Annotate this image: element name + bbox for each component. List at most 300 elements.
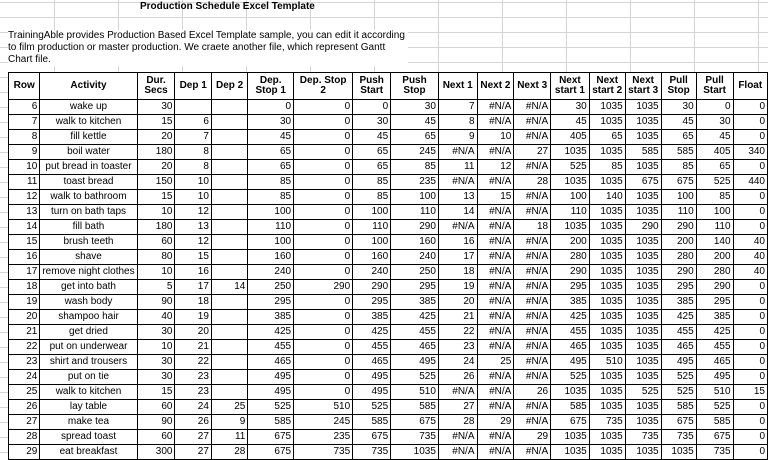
table-cell[interactable]: 280 bbox=[696, 265, 733, 280]
table-cell[interactable]: 1035 bbox=[589, 325, 625, 340]
table-cell[interactable]: 510 bbox=[696, 385, 733, 400]
table-cell[interactable]: 675 bbox=[625, 175, 661, 190]
table-cell[interactable]: 425 bbox=[391, 310, 439, 325]
table-cell[interactable]: #N/A bbox=[477, 340, 514, 355]
table-cell[interactable]: 30 bbox=[137, 355, 175, 370]
table-cell[interactable]: 465 bbox=[391, 340, 439, 355]
table-cell[interactable]: 1035 bbox=[551, 385, 590, 400]
table-cell[interactable]: 0 bbox=[733, 280, 767, 295]
table-cell[interactable]: 405 bbox=[551, 130, 590, 145]
table-cell[interactable]: 60 bbox=[137, 400, 175, 415]
table-cell[interactable]: 455 bbox=[696, 340, 733, 355]
table-cell[interactable]: 27 bbox=[9, 415, 40, 430]
table-cell[interactable]: 28 bbox=[514, 175, 551, 190]
table-cell[interactable]: #N/A bbox=[514, 355, 551, 370]
table-cell[interactable]: brush teeth bbox=[40, 235, 137, 250]
table-cell[interactable]: 585 bbox=[551, 400, 590, 415]
table-cell[interactable]: 510 bbox=[589, 355, 625, 370]
table-cell[interactable]: #N/A bbox=[477, 325, 514, 340]
table-cell[interactable]: 14 bbox=[438, 205, 477, 220]
table-cell[interactable]: #N/A bbox=[514, 115, 551, 130]
column-header[interactable]: Pull Stop bbox=[661, 73, 696, 100]
table-cell[interactable]: #N/A bbox=[514, 280, 551, 295]
table-cell[interactable] bbox=[211, 205, 247, 220]
table-cell[interactable]: 24 bbox=[438, 355, 477, 370]
table-cell[interactable]: 65 bbox=[696, 160, 733, 175]
table-cell[interactable]: 290 bbox=[625, 220, 661, 235]
table-cell[interactable]: 1035 bbox=[589, 205, 625, 220]
table-cell[interactable]: 17 bbox=[175, 280, 211, 295]
column-header[interactable]: Dep 1 bbox=[175, 73, 211, 100]
table-cell[interactable]: #N/A bbox=[477, 220, 514, 235]
table-cell[interactable]: 235 bbox=[391, 175, 439, 190]
table-cell[interactable]: 90 bbox=[137, 295, 175, 310]
table-cell[interactable]: 160 bbox=[391, 235, 439, 250]
table-cell[interactable]: 300 bbox=[137, 445, 175, 460]
table-cell[interactable]: 525 bbox=[248, 400, 294, 415]
table-cell[interactable]: #N/A bbox=[477, 445, 514, 460]
table-cell[interactable]: 1035 bbox=[589, 250, 625, 265]
table-cell[interactable]: 495 bbox=[391, 355, 439, 370]
table-cell[interactable]: 1035 bbox=[625, 310, 661, 325]
table-cell[interactable]: 245 bbox=[391, 145, 439, 160]
table-cell[interactable]: 29 bbox=[514, 430, 551, 445]
table-cell[interactable]: 25 bbox=[477, 355, 514, 370]
table-cell[interactable]: 28 bbox=[438, 415, 477, 430]
table-cell[interactable]: walk to kitchen bbox=[40, 385, 137, 400]
table-cell[interactable]: 29 bbox=[9, 445, 40, 460]
table-cell[interactable]: #N/A bbox=[477, 265, 514, 280]
table-cell[interactable]: 295 bbox=[391, 280, 439, 295]
table-cell[interactable]: #N/A bbox=[438, 385, 477, 400]
table-cell[interactable]: 0 bbox=[294, 190, 353, 205]
table-cell[interactable]: 110 bbox=[391, 205, 439, 220]
table-cell[interactable]: 525 bbox=[661, 370, 696, 385]
table-cell[interactable]: 200 bbox=[551, 235, 590, 250]
table-cell[interactable]: 1035 bbox=[625, 370, 661, 385]
table-cell[interactable] bbox=[211, 175, 247, 190]
table-cell[interactable]: 65 bbox=[248, 160, 294, 175]
table-cell[interactable]: 23 bbox=[175, 385, 211, 400]
table-cell[interactable]: 15 bbox=[137, 190, 175, 205]
table-cell[interactable]: 1035 bbox=[589, 265, 625, 280]
table-cell[interactable]: 20 bbox=[137, 130, 175, 145]
table-cell[interactable]: 735 bbox=[294, 445, 353, 460]
table-cell[interactable]: 675 bbox=[661, 175, 696, 190]
table-cell[interactable]: 0 bbox=[294, 160, 353, 175]
table-cell[interactable] bbox=[211, 340, 247, 355]
table-cell[interactable] bbox=[211, 145, 247, 160]
table-cell[interactable]: 290 bbox=[696, 280, 733, 295]
table-cell[interactable]: 180 bbox=[137, 145, 175, 160]
table-cell[interactable]: 100 bbox=[551, 190, 590, 205]
table-cell[interactable]: 1035 bbox=[589, 385, 625, 400]
table-cell[interactable]: 1035 bbox=[589, 400, 625, 415]
table-cell[interactable]: #N/A bbox=[438, 430, 477, 445]
table-cell[interactable]: 1035 bbox=[551, 220, 590, 235]
table-cell[interactable]: 295 bbox=[551, 280, 590, 295]
table-cell[interactable]: 20 bbox=[175, 325, 211, 340]
table-cell[interactable]: #N/A bbox=[514, 130, 551, 145]
table-cell[interactable]: 465 bbox=[248, 355, 294, 370]
table-cell[interactable]: 495 bbox=[248, 385, 294, 400]
table-cell[interactable]: 45 bbox=[661, 115, 696, 130]
table-cell[interactable]: 85 bbox=[589, 160, 625, 175]
table-cell[interactable]: 0 bbox=[294, 340, 353, 355]
table-cell[interactable]: 1035 bbox=[589, 220, 625, 235]
table-cell[interactable]: 12 bbox=[9, 190, 40, 205]
table-cell[interactable]: 735 bbox=[391, 430, 439, 445]
table-cell[interactable]: #N/A bbox=[514, 340, 551, 355]
table-cell[interactable]: 26 bbox=[438, 370, 477, 385]
table-cell[interactable]: 1035 bbox=[589, 115, 625, 130]
table-cell[interactable]: 10 bbox=[137, 340, 175, 355]
table-cell[interactable]: wash body bbox=[40, 295, 137, 310]
table-cell[interactable]: 385 bbox=[248, 310, 294, 325]
table-cell[interactable]: 280 bbox=[661, 250, 696, 265]
table-cell[interactable]: #N/A bbox=[514, 250, 551, 265]
table-cell[interactable]: 0 bbox=[733, 160, 767, 175]
table-cell[interactable]: 455 bbox=[353, 340, 391, 355]
table-cell[interactable]: 385 bbox=[696, 310, 733, 325]
table-cell[interactable]: 110 bbox=[353, 220, 391, 235]
table-cell[interactable]: #N/A bbox=[514, 100, 551, 115]
table-cell[interactable]: 140 bbox=[696, 235, 733, 250]
table-cell[interactable]: 200 bbox=[661, 235, 696, 250]
table-cell[interactable]: shirt and trousers bbox=[40, 355, 137, 370]
table-cell[interactable]: 1035 bbox=[625, 265, 661, 280]
table-cell[interactable]: 0 bbox=[696, 100, 733, 115]
table-cell[interactable]: 280 bbox=[551, 250, 590, 265]
table-cell[interactable]: #N/A bbox=[477, 385, 514, 400]
table-cell[interactable]: 1035 bbox=[589, 100, 625, 115]
table-cell[interactable]: 295 bbox=[696, 295, 733, 310]
table-cell[interactable] bbox=[211, 265, 247, 280]
table-cell[interactable]: #N/A bbox=[438, 175, 477, 190]
table-cell[interactable]: 0 bbox=[733, 295, 767, 310]
table-cell[interactable]: 295 bbox=[353, 295, 391, 310]
table-cell[interactable]: 1035 bbox=[625, 130, 661, 145]
table-cell[interactable]: toast bread bbox=[40, 175, 137, 190]
table-cell[interactable]: 525 bbox=[353, 400, 391, 415]
table-cell[interactable]: 385 bbox=[551, 295, 590, 310]
table-cell[interactable]: 1035 bbox=[589, 310, 625, 325]
table-cell[interactable]: 0 bbox=[733, 445, 767, 460]
table-cell[interactable]: #N/A bbox=[514, 205, 551, 220]
table-cell[interactable]: 16 bbox=[175, 265, 211, 280]
table-cell[interactable] bbox=[211, 130, 247, 145]
table-cell[interactable]: 40 bbox=[733, 250, 767, 265]
table-cell[interactable]: 0 bbox=[294, 145, 353, 160]
table-cell[interactable]: 11 bbox=[9, 175, 40, 190]
table-cell[interactable]: 525 bbox=[551, 160, 590, 175]
table-cell[interactable]: 1035 bbox=[625, 400, 661, 415]
table-cell[interactable]: 140 bbox=[589, 190, 625, 205]
table-cell[interactable]: #N/A bbox=[477, 280, 514, 295]
table-cell[interactable]: 23 bbox=[175, 370, 211, 385]
table-cell[interactable]: 14 bbox=[9, 220, 40, 235]
table-cell[interactable]: 22 bbox=[438, 325, 477, 340]
table-cell[interactable]: 19 bbox=[438, 280, 477, 295]
table-cell[interactable]: put on underwear bbox=[40, 340, 137, 355]
table-cell[interactable]: 735 bbox=[353, 445, 391, 460]
table-cell[interactable]: #N/A bbox=[514, 235, 551, 250]
table-cell[interactable] bbox=[211, 325, 247, 340]
table-cell[interactable]: 1035 bbox=[589, 295, 625, 310]
table-cell[interactable]: 525 bbox=[696, 400, 733, 415]
table-cell[interactable]: 385 bbox=[353, 310, 391, 325]
table-cell[interactable]: 585 bbox=[696, 415, 733, 430]
table-cell[interactable]: put on tie bbox=[40, 370, 137, 385]
table-cell[interactable]: 18 bbox=[9, 280, 40, 295]
table-cell[interactable]: 5 bbox=[137, 280, 175, 295]
table-cell[interactable]: 23 bbox=[438, 340, 477, 355]
table-cell[interactable]: 525 bbox=[625, 385, 661, 400]
table-cell[interactable]: 0 bbox=[294, 100, 353, 115]
table-cell[interactable]: 465 bbox=[353, 355, 391, 370]
table-cell[interactable]: 45 bbox=[248, 130, 294, 145]
table-cell[interactable]: 495 bbox=[551, 355, 590, 370]
table-cell[interactable]: 735 bbox=[625, 430, 661, 445]
table-cell[interactable]: 675 bbox=[696, 430, 733, 445]
table-cell[interactable]: #N/A bbox=[514, 160, 551, 175]
table-cell[interactable]: 65 bbox=[661, 130, 696, 145]
table-cell[interactable]: 24 bbox=[175, 400, 211, 415]
table-cell[interactable]: 18 bbox=[514, 220, 551, 235]
table-cell[interactable]: 30 bbox=[137, 325, 175, 340]
table-cell[interactable]: 17 bbox=[438, 250, 477, 265]
table-cell[interactable]: 425 bbox=[696, 325, 733, 340]
table-cell[interactable]: 1035 bbox=[625, 100, 661, 115]
table-cell[interactable]: 23 bbox=[9, 355, 40, 370]
table-cell[interactable]: get into bath bbox=[40, 280, 137, 295]
table-cell[interactable]: 8 bbox=[9, 130, 40, 145]
table-cell[interactable]: 25 bbox=[211, 400, 247, 415]
table-cell[interactable]: 1035 bbox=[625, 280, 661, 295]
table-cell[interactable]: #N/A bbox=[477, 175, 514, 190]
table-cell[interactable]: 240 bbox=[353, 265, 391, 280]
table-cell[interactable]: 495 bbox=[248, 370, 294, 385]
table-cell[interactable]: 100 bbox=[353, 235, 391, 250]
table-cell[interactable]: 20 bbox=[137, 160, 175, 175]
table-cell[interactable]: 1035 bbox=[625, 205, 661, 220]
table-cell[interactable]: #N/A bbox=[477, 430, 514, 445]
table-cell[interactable]: 1035 bbox=[625, 190, 661, 205]
table-cell[interactable]: #N/A bbox=[514, 265, 551, 280]
table-cell[interactable]: 45 bbox=[353, 130, 391, 145]
table-cell[interactable]: #N/A bbox=[477, 400, 514, 415]
table-cell[interactable]: 495 bbox=[696, 370, 733, 385]
table-cell[interactable]: 675 bbox=[248, 445, 294, 460]
table-cell[interactable]: lay table bbox=[40, 400, 137, 415]
table-cell[interactable]: 510 bbox=[391, 385, 439, 400]
table-cell[interactable]: 30 bbox=[661, 100, 696, 115]
table-cell[interactable]: #N/A bbox=[477, 145, 514, 160]
table-cell[interactable]: #N/A bbox=[438, 220, 477, 235]
table-cell[interactable]: 16 bbox=[438, 235, 477, 250]
table-cell[interactable]: 0 bbox=[294, 115, 353, 130]
table-cell[interactable]: #N/A bbox=[477, 115, 514, 130]
column-header[interactable]: Dur. Secs bbox=[137, 73, 175, 100]
table-cell[interactable]: 0 bbox=[294, 295, 353, 310]
table-cell[interactable]: 585 bbox=[625, 145, 661, 160]
table-cell[interactable] bbox=[211, 220, 247, 235]
table-cell[interactable]: 30 bbox=[137, 370, 175, 385]
table-cell[interactable]: 1035 bbox=[661, 445, 696, 460]
table-cell[interactable]: 235 bbox=[294, 430, 353, 445]
table-cell[interactable]: #N/A bbox=[477, 310, 514, 325]
table-cell[interactable]: 1035 bbox=[589, 430, 625, 445]
table-cell[interactable]: 30 bbox=[696, 115, 733, 130]
table-cell[interactable]: 0 bbox=[294, 250, 353, 265]
table-cell[interactable]: 0 bbox=[733, 190, 767, 205]
table-cell[interactable]: 28 bbox=[9, 430, 40, 445]
table-cell[interactable]: 45 bbox=[551, 115, 590, 130]
table-cell[interactable]: 0 bbox=[294, 325, 353, 340]
table-cell[interactable]: 735 bbox=[696, 445, 733, 460]
table-cell[interactable]: 15 bbox=[175, 250, 211, 265]
table-cell[interactable]: 425 bbox=[551, 310, 590, 325]
table-cell[interactable]: #N/A bbox=[514, 445, 551, 460]
table-cell[interactable]: 40 bbox=[733, 265, 767, 280]
table-cell[interactable]: 15 bbox=[733, 385, 767, 400]
table-cell[interactable] bbox=[211, 160, 247, 175]
table-cell[interactable]: 465 bbox=[551, 340, 590, 355]
table-cell[interactable]: 0 bbox=[294, 235, 353, 250]
table-cell[interactable]: 160 bbox=[248, 250, 294, 265]
table-cell[interactable]: boil water bbox=[40, 145, 137, 160]
table-cell[interactable]: 17 bbox=[9, 265, 40, 280]
column-header[interactable]: Row bbox=[9, 73, 40, 100]
table-cell[interactable]: 15 bbox=[9, 235, 40, 250]
table-cell[interactable]: 0 bbox=[294, 310, 353, 325]
table-cell[interactable]: 455 bbox=[248, 340, 294, 355]
table-cell[interactable]: 22 bbox=[9, 340, 40, 355]
table-cell[interactable]: 465 bbox=[661, 340, 696, 355]
table-cell[interactable]: shampoo hair bbox=[40, 310, 137, 325]
table-cell[interactable]: spread toast bbox=[40, 430, 137, 445]
table-cell[interactable]: #N/A bbox=[514, 295, 551, 310]
table-cell[interactable]: 340 bbox=[733, 145, 767, 160]
table-cell[interactable]: 425 bbox=[661, 310, 696, 325]
table-cell[interactable]: 100 bbox=[661, 190, 696, 205]
table-cell[interactable]: 385 bbox=[661, 295, 696, 310]
table-cell[interactable]: 1035 bbox=[589, 175, 625, 190]
table-cell[interactable] bbox=[211, 190, 247, 205]
table-cell[interactable]: 65 bbox=[353, 160, 391, 175]
table-cell[interactable]: 40 bbox=[137, 310, 175, 325]
table-cell[interactable]: 150 bbox=[137, 175, 175, 190]
table-cell[interactable]: 8 bbox=[175, 160, 211, 175]
table-cell[interactable]: 1035 bbox=[551, 175, 590, 190]
table-cell[interactable]: 385 bbox=[391, 295, 439, 310]
table-cell[interactable] bbox=[211, 310, 247, 325]
table-cell[interactable]: 1035 bbox=[625, 415, 661, 430]
table-cell[interactable]: 21 bbox=[438, 310, 477, 325]
table-cell[interactable]: 10 bbox=[137, 205, 175, 220]
table-cell[interactable]: 0 bbox=[733, 205, 767, 220]
table-cell[interactable]: 100 bbox=[248, 205, 294, 220]
table-cell[interactable]: 65 bbox=[248, 145, 294, 160]
table-cell[interactable]: 180 bbox=[137, 220, 175, 235]
table-cell[interactable]: 60 bbox=[137, 235, 175, 250]
table-cell[interactable]: 19 bbox=[9, 295, 40, 310]
table-cell[interactable]: 675 bbox=[391, 415, 439, 430]
table-cell[interactable]: 0 bbox=[294, 370, 353, 385]
table-cell[interactable]: 28 bbox=[211, 445, 247, 460]
table-cell[interactable]: 290 bbox=[551, 265, 590, 280]
table-cell[interactable]: 425 bbox=[248, 325, 294, 340]
table-cell[interactable]: 65 bbox=[589, 130, 625, 145]
table-cell[interactable]: 13 bbox=[9, 205, 40, 220]
table-cell[interactable]: 12 bbox=[477, 160, 514, 175]
table-cell[interactable]: 675 bbox=[353, 430, 391, 445]
table-cell[interactable]: 40 bbox=[733, 235, 767, 250]
table-cell[interactable]: 85 bbox=[248, 190, 294, 205]
table-cell[interactable]: 1035 bbox=[625, 340, 661, 355]
table-cell[interactable]: #N/A bbox=[514, 415, 551, 430]
table-cell[interactable]: walk to bathroom bbox=[40, 190, 137, 205]
table-cell[interactable]: 0 bbox=[294, 130, 353, 145]
table-cell[interactable]: 510 bbox=[294, 400, 353, 415]
table-cell[interactable]: 13 bbox=[175, 220, 211, 235]
table-cell[interactable]: 1035 bbox=[625, 250, 661, 265]
table-cell[interactable]: 735 bbox=[661, 430, 696, 445]
table-cell[interactable]: 25 bbox=[9, 385, 40, 400]
table-cell[interactable]: fill kettle bbox=[40, 130, 137, 145]
table-cell[interactable]: 30 bbox=[391, 100, 439, 115]
table-cell[interactable]: 10 bbox=[137, 265, 175, 280]
table-cell[interactable]: 65 bbox=[391, 130, 439, 145]
table-cell[interactable] bbox=[211, 355, 247, 370]
table-cell[interactable]: #N/A bbox=[477, 205, 514, 220]
table-cell[interactable]: 425 bbox=[353, 325, 391, 340]
table-cell[interactable]: 10 bbox=[175, 175, 211, 190]
table-cell[interactable]: 26 bbox=[175, 415, 211, 430]
table-cell[interactable]: 0 bbox=[733, 115, 767, 130]
table-cell[interactable]: 495 bbox=[353, 385, 391, 400]
table-cell[interactable]: 455 bbox=[391, 325, 439, 340]
table-cell[interactable]: put bread in toaster bbox=[40, 160, 137, 175]
table-cell[interactable]: #N/A bbox=[514, 370, 551, 385]
table-cell[interactable]: 30 bbox=[137, 100, 175, 115]
table-cell[interactable]: 110 bbox=[551, 205, 590, 220]
table-cell[interactable]: 80 bbox=[137, 250, 175, 265]
table-cell[interactable]: 1035 bbox=[625, 355, 661, 370]
table-cell[interactable]: 24 bbox=[9, 370, 40, 385]
table-cell[interactable]: 7 bbox=[438, 100, 477, 115]
table-cell[interactable]: 45 bbox=[391, 115, 439, 130]
table-cell[interactable]: 585 bbox=[353, 415, 391, 430]
column-header[interactable]: Next start 2 bbox=[589, 73, 625, 100]
table-cell[interactable]: 6 bbox=[9, 100, 40, 115]
table-cell[interactable]: 13 bbox=[438, 190, 477, 205]
table-cell[interactable]: 29 bbox=[477, 415, 514, 430]
table-cell[interactable]: 8 bbox=[175, 145, 211, 160]
table-cell[interactable]: 525 bbox=[661, 385, 696, 400]
table-cell[interactable]: 0 bbox=[733, 130, 767, 145]
table-cell[interactable]: 290 bbox=[661, 220, 696, 235]
column-header[interactable]: Pull Start bbox=[696, 73, 733, 100]
table-cell[interactable]: turn on bath taps bbox=[40, 205, 137, 220]
table-cell[interactable]: 290 bbox=[353, 280, 391, 295]
table-cell[interactable]: 6 bbox=[175, 115, 211, 130]
table-cell[interactable]: 85 bbox=[661, 160, 696, 175]
table-cell[interactable]: 0 bbox=[733, 430, 767, 445]
table-cell[interactable]: 10 bbox=[9, 160, 40, 175]
table-cell[interactable]: shave bbox=[40, 250, 137, 265]
table-cell[interactable]: 455 bbox=[661, 325, 696, 340]
